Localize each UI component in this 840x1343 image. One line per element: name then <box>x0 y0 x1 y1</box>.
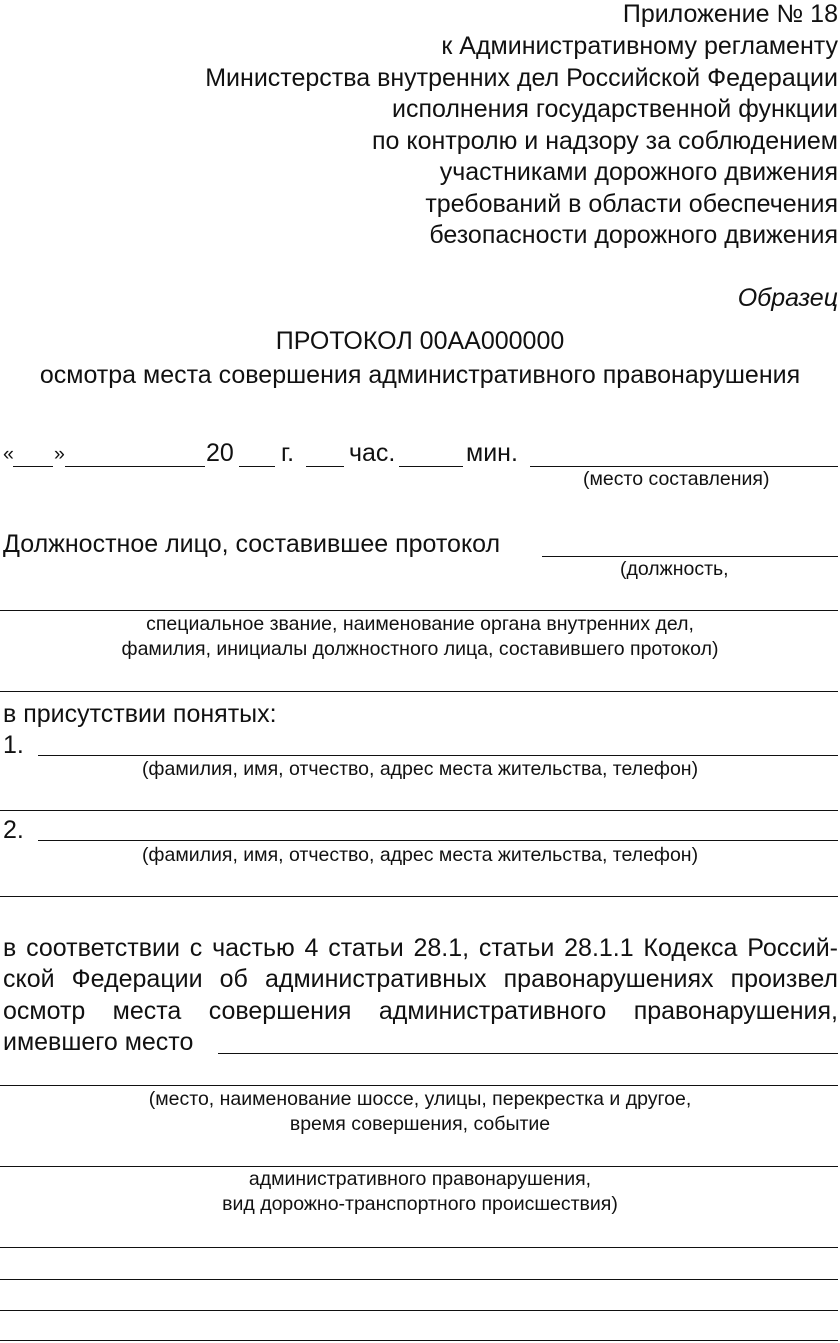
witness-1-number: 1. <box>3 731 24 759</box>
hour-blank[interactable] <box>306 466 344 467</box>
official-caption-position: (должность, <box>620 558 729 580</box>
year-prefix: 20 <box>206 439 234 467</box>
body-line-4: имевшего место <box>3 1028 194 1056</box>
header-line-ministry: Министерства внутренних дел Российской Федерации <box>205 64 838 92</box>
sample-label: Образец <box>737 284 838 312</box>
hour-label: час. <box>349 439 396 467</box>
minute-blank[interactable] <box>399 466 463 467</box>
witness-1-line-2[interactable] <box>0 810 838 811</box>
witness-2-number: 2. <box>3 816 24 844</box>
year-blank[interactable] <box>239 466 275 467</box>
place-caption-2: время совершения, событие <box>289 1113 551 1135</box>
event-line[interactable] <box>0 1166 838 1167</box>
blank-line-2[interactable] <box>0 1279 838 1280</box>
header-line-safety: безопасности дорожного движения <box>429 221 838 249</box>
day-blank[interactable] <box>13 466 53 467</box>
place-blank[interactable] <box>530 466 838 467</box>
place-caption: (место составления) <box>583 468 770 490</box>
offense-caption-2: вид дорожно-транспортного происшествия) <box>222 1193 618 1215</box>
witness-1-blank[interactable] <box>38 755 838 756</box>
protocol-title: ПРОТОКОЛ 00АА000000 <box>275 327 565 355</box>
header-line-regulation: к Административному регламенту <box>441 32 838 60</box>
official-line-2[interactable] <box>0 610 838 611</box>
open-quote: « <box>3 443 14 465</box>
header-line-participants: участниками дорожного движения <box>439 158 838 186</box>
official-line-3[interactable] <box>0 691 838 692</box>
month-blank[interactable] <box>65 466 205 467</box>
protocol-subtitle: осмотра места совершения административного правонарушения <box>39 361 801 389</box>
offense-caption-1: административного правонарушения, <box>248 1168 592 1190</box>
place-caption-1: (место, наименование шоссе, улицы, перекрестка и другое, <box>148 1088 692 1110</box>
year-suffix: г. <box>281 439 295 467</box>
close-quote: » <box>54 443 65 465</box>
witness-1-caption: (фамилия, имя, отчество, адрес места жительства, телефон) <box>141 758 699 780</box>
place-of-offense-blank[interactable] <box>218 1053 838 1054</box>
place-of-offense-line-2[interactable] <box>0 1085 838 1086</box>
blank-line-1[interactable] <box>0 1247 838 1248</box>
minute-label: мин. <box>466 439 518 467</box>
witness-2-line-2[interactable] <box>0 896 838 897</box>
body-line-1: в соответствии с частью 4 статьи 28.1, статьи 28.1.1 Кодекса Россий- <box>3 934 838 962</box>
blank-line-3[interactable] <box>0 1310 838 1311</box>
witness-2-blank[interactable] <box>38 840 838 841</box>
header-line-function: исполнения государственной функции <box>391 95 838 123</box>
header-line-control: по контролю и надзору за соблюдением <box>371 127 838 155</box>
official-position-blank[interactable] <box>542 556 838 557</box>
official-caption-rank: специальное звание, наименование органа внутренних дел, <box>146 613 694 635</box>
official-label: Должностное лицо, составившее протокол <box>3 530 501 558</box>
appendix-number: Приложение № 18 <box>622 0 838 28</box>
body-line-3: осмотр места совершения административного правонарушения, <box>3 997 838 1025</box>
body-line-2: ской Федерации об административных правонарушениях произвел <box>3 965 838 993</box>
witness-2-caption: (фамилия, имя, отчество, адрес места жительства, телефон) <box>141 844 699 866</box>
official-caption-name: фамилия, инициалы должностного лица, составившего протокол) <box>121 638 719 660</box>
header-line-requirements: требований в области обеспечения <box>425 190 838 218</box>
blank-line-4[interactable] <box>0 1340 838 1341</box>
witnesses-label: в присутствии понятых: <box>3 700 277 728</box>
